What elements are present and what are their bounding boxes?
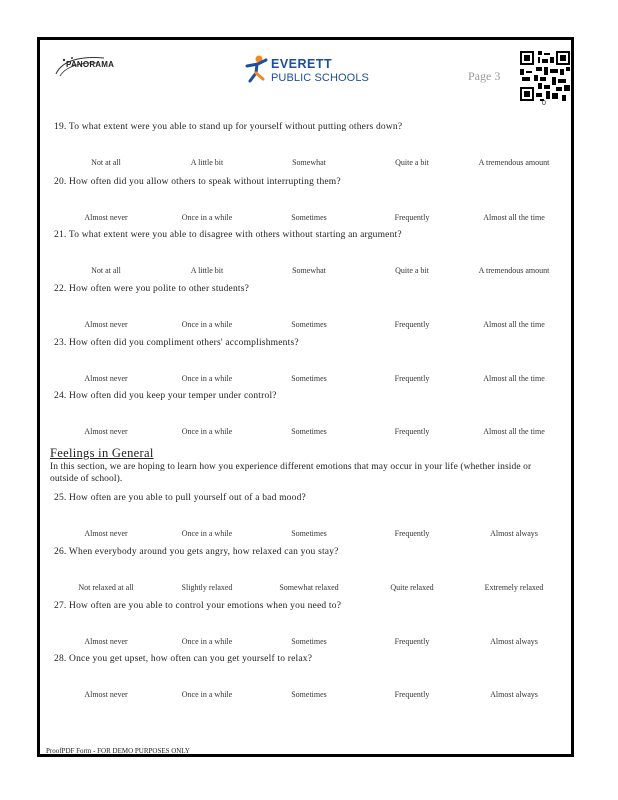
response-option[interactable]: Once in a while: [181, 637, 233, 646]
question-text: 23. How often did you compliment others' accomplishments?: [54, 338, 299, 348]
response-option[interactable]: Once in a while: [181, 320, 233, 329]
response-option[interactable]: Frequently: [394, 529, 430, 538]
response-option[interactable]: Almost all the time: [483, 374, 545, 383]
response-option[interactable]: Frequently: [394, 427, 430, 436]
response-option[interactable]: Frequently: [394, 374, 430, 383]
question-text: 28. Once you get upset, how often can you get yourself to relax?: [54, 654, 313, 664]
response-option[interactable]: A tremendous amount: [478, 158, 550, 167]
section-intro: In this section, we are hoping to learn how you experience different emotions that may occur in your life (whether inside or outside of school).: [50, 462, 532, 484]
response-option[interactable]: Somewhat: [292, 266, 326, 275]
qr-code-number: 0: [542, 100, 546, 107]
response-option[interactable]: Frequently: [394, 213, 430, 222]
district-name-line2: PUBLIC SCHOOLS: [271, 72, 369, 84]
response-option[interactable]: Almost always: [490, 529, 538, 538]
response-option[interactable]: Almost never: [84, 690, 128, 699]
response-option[interactable]: Quite a bit: [395, 158, 429, 167]
response-option[interactable]: Almost always: [490, 637, 538, 646]
response-options: [40, 427, 571, 439]
district-name-line1: EVERETT: [271, 57, 333, 71]
response-options: [40, 320, 571, 332]
page-number: Page 3: [468, 69, 501, 83]
question-text: 21. To what extent were you able to disagree with others without starting an argument?: [54, 230, 402, 240]
everett-public-schools-logo: [244, 54, 384, 86]
response-option[interactable]: A tremendous amount: [478, 266, 550, 275]
section-title: Feelings in General: [50, 446, 154, 460]
response-option[interactable]: Not at all: [91, 266, 121, 275]
response-option[interactable]: Somewhat relaxed: [279, 583, 339, 592]
response-option[interactable]: Sometimes: [291, 320, 327, 329]
response-option[interactable]: Almost never: [84, 320, 128, 329]
response-options: [40, 690, 571, 702]
response-option[interactable]: Almost never: [84, 427, 128, 436]
response-option[interactable]: Almost never: [84, 213, 128, 222]
response-option[interactable]: Frequently: [394, 637, 430, 646]
response-option[interactable]: Once in a while: [181, 529, 233, 538]
response-option[interactable]: Extremely relaxed: [484, 583, 544, 592]
response-option[interactable]: Not relaxed at all: [78, 583, 134, 592]
response-option[interactable]: Slightly relaxed: [181, 583, 233, 592]
response-option[interactable]: A little bit: [190, 266, 224, 275]
response-option[interactable]: Sometimes: [291, 529, 327, 538]
panorama-logo-text: PANORAMA: [66, 60, 115, 69]
survey-page: [37, 37, 574, 757]
response-option[interactable]: Once in a while: [181, 690, 233, 699]
response-option[interactable]: Not at all: [91, 158, 121, 167]
response-option[interactable]: Almost never: [84, 529, 128, 538]
response-option[interactable]: Sometimes: [291, 690, 327, 699]
response-option[interactable]: Sometimes: [291, 427, 327, 436]
response-options: [40, 266, 571, 278]
response-option[interactable]: Somewhat: [292, 158, 326, 167]
response-option[interactable]: Almost never: [84, 637, 128, 646]
response-options: [40, 213, 571, 225]
question-text: 19. To what extent were you able to stand up for yourself without putting others down?: [54, 122, 403, 132]
response-option[interactable]: Once in a while: [181, 213, 233, 222]
question-text: 24. How often did you keep your temper under control?: [54, 391, 277, 401]
question-text: 25. How often are you able to pull yourself out of a bad mood?: [54, 493, 306, 503]
response-option[interactable]: Frequently: [394, 690, 430, 699]
response-options: [40, 374, 571, 386]
response-option[interactable]: Sometimes: [291, 374, 327, 383]
panorama-logo: [52, 54, 124, 78]
response-option[interactable]: Frequently: [394, 320, 430, 329]
question-text: 27. How often are you able to control your emotions when you need to?: [54, 601, 342, 611]
response-option[interactable]: Almost all the time: [483, 427, 545, 436]
response-option[interactable]: Almost all the time: [483, 213, 545, 222]
question-text: 26. When everybody around you gets angry, how relaxed can you stay?: [54, 547, 339, 557]
district-figure-icon: [244, 54, 270, 84]
demo-footer: ProofPDF Form - FOR DEMO PURPOSES ONLY: [46, 747, 190, 755]
response-options: [40, 583, 571, 595]
response-option[interactable]: Quite relaxed: [390, 583, 434, 592]
response-option[interactable]: Sometimes: [291, 637, 327, 646]
response-option[interactable]: A little bit: [190, 158, 224, 167]
response-option[interactable]: Quite a bit: [395, 266, 429, 275]
response-options: [40, 158, 571, 170]
response-options: [40, 529, 571, 541]
response-options: [40, 637, 571, 649]
qr-code-icon: [520, 51, 570, 101]
response-option[interactable]: Sometimes: [291, 213, 327, 222]
response-option[interactable]: Once in a while: [181, 374, 233, 383]
response-option[interactable]: Almost never: [84, 374, 128, 383]
response-option[interactable]: Almost always: [490, 690, 538, 699]
response-option[interactable]: Once in a while: [181, 427, 233, 436]
response-option[interactable]: Almost all the time: [483, 320, 545, 329]
question-text: 22. How often were you polite to other students?: [54, 284, 250, 294]
question-text: 20. How often did you allow others to speak without interrupting them?: [54, 177, 341, 187]
